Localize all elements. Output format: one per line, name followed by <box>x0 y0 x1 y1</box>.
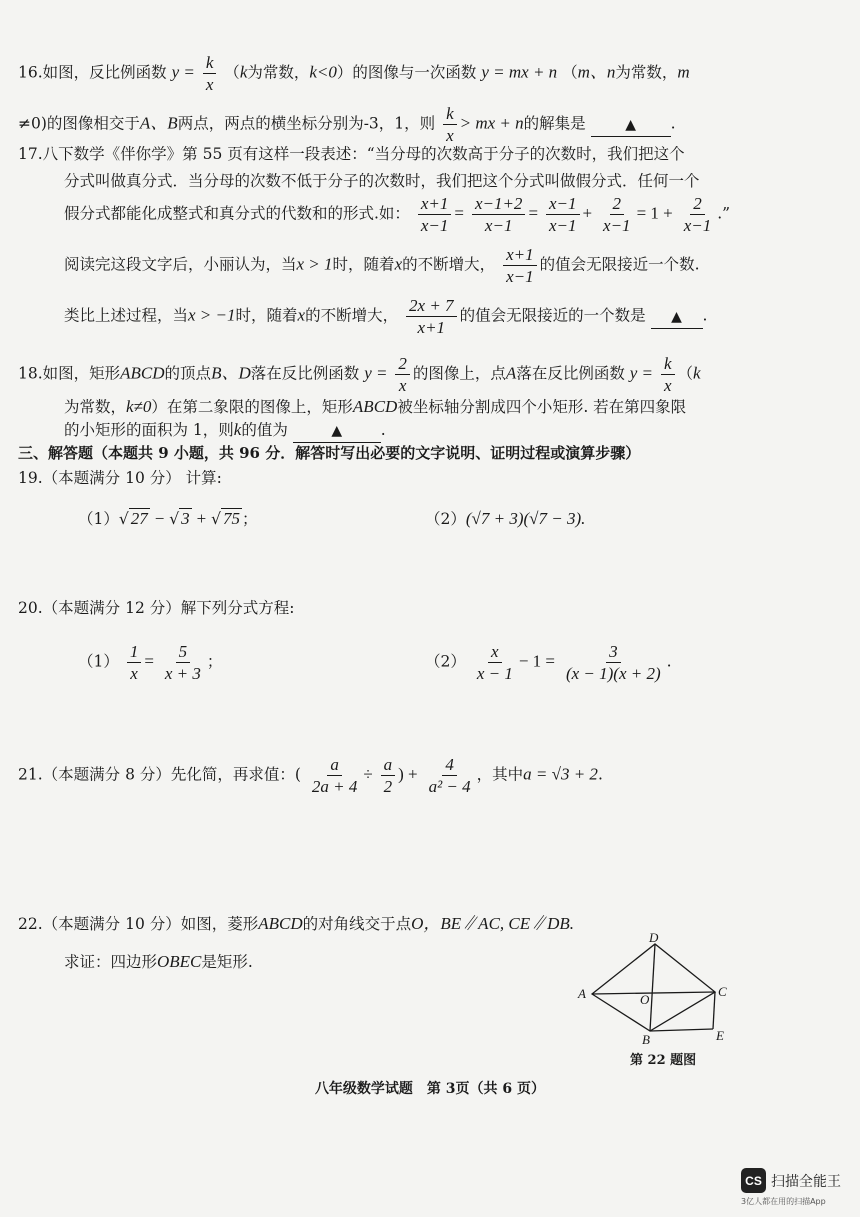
text: 为常数， <box>615 63 678 82</box>
triangle-icon: ▲ <box>331 423 343 439</box>
text: 的不断增大， <box>305 306 399 325</box>
paren: （ <box>562 63 578 82</box>
text: 求证：四边形 <box>64 953 158 971</box>
text: 的值会无限接近一个数. <box>539 255 700 274</box>
text: 的值为 <box>241 421 288 439</box>
op: − <box>154 509 165 528</box>
q18-line2 <box>64 396 686 418</box>
heading: 22.（本题满分 10 分）如图，菱形 <box>18 915 259 933</box>
den: x−1 <box>484 216 513 235</box>
paren: （ <box>224 63 240 82</box>
num: a <box>327 754 342 776</box>
num: x+1 <box>503 244 537 266</box>
den: x <box>446 126 454 145</box>
frac <box>600 193 634 236</box>
section-heading: 三、解答题（本题共 9 小题，共 96 分．解答时写出必要的文字说明、证明过程或演算步骤） <box>18 444 641 462</box>
text: 落在反比例函数 <box>250 364 360 383</box>
q20-heading: 20.（本题满分 12 分）解下列分式方程: <box>18 599 295 617</box>
frac <box>381 754 396 797</box>
label: （1） <box>78 510 119 528</box>
text: 落在反比例函数 <box>516 364 625 383</box>
label-d: D <box>649 932 659 945</box>
q19-part1 <box>78 508 258 530</box>
cond: x > −1 <box>188 305 236 325</box>
label: （2） <box>425 652 466 671</box>
op: ÷ <box>363 764 373 784</box>
x: x <box>394 254 403 274</box>
text: ）在第二象限的图像上，矩形 <box>151 398 353 416</box>
frac <box>681 193 715 236</box>
abcd: ABCD <box>258 914 303 933</box>
y: y = <box>629 363 654 383</box>
den: 2 <box>383 777 393 796</box>
den: x <box>205 75 214 94</box>
num: k <box>203 52 217 74</box>
label-c: C <box>718 984 727 999</box>
text: 为常数， <box>247 63 310 82</box>
num: a <box>381 754 396 776</box>
num: x <box>488 641 502 663</box>
rhombus-abcd <box>592 944 715 1031</box>
diagonal-bd <box>650 944 655 1031</box>
k: k <box>693 363 701 383</box>
paren: （ <box>677 364 694 383</box>
triangle-icon: ▲ <box>671 308 682 325</box>
semi: ； <box>241 510 258 528</box>
label-b: B <box>642 1032 650 1047</box>
den: a² − 4 <box>428 777 471 796</box>
radicand: 27 <box>130 509 148 528</box>
q20-part2 <box>425 641 672 684</box>
text: 两点，两点的横坐标分别为-3，1，则 <box>177 114 436 133</box>
segment-ce <box>713 992 715 1029</box>
frac <box>418 193 452 236</box>
page-footer: 八年级数学试题 第 3页（共 6 页） <box>314 1081 546 1097</box>
cs-tagline: 3亿人都在用的扫描App <box>741 1197 826 1206</box>
q16-line2 <box>18 103 676 146</box>
num: x−1 <box>546 193 580 215</box>
sqrt-icon: √ <box>118 510 129 528</box>
text: 的小矩形的面积为 1，则 <box>64 421 234 439</box>
num: 2 <box>395 353 410 375</box>
radicand: 3 <box>181 509 190 528</box>
text: 是矩形. <box>201 953 253 971</box>
num: x+1 <box>418 193 452 215</box>
den: x + 3 <box>164 664 201 683</box>
frac <box>474 641 516 684</box>
k: k <box>233 420 242 439</box>
cs-icon: CS <box>741 1168 766 1193</box>
camscanner-logo <box>741 1168 841 1193</box>
q17-line3 <box>64 193 730 236</box>
q17-line2: 分式叫做真分式．当分母的次数不低于分子的次数时，我们把这个分式叫做假分式．任何一个 <box>64 172 700 190</box>
text: ）的图像与一次函数 <box>336 63 477 82</box>
op: ) + <box>398 764 418 784</box>
label-a: A <box>578 986 586 1001</box>
frac <box>426 754 474 797</box>
plus: + <box>582 203 593 223</box>
num: 3 <box>606 641 621 663</box>
x: x <box>297 305 306 325</box>
op: + <box>196 509 207 528</box>
den: x−1 <box>548 216 577 235</box>
eq: = <box>144 651 154 671</box>
abcd: ABCD <box>120 363 165 383</box>
text: 的图像上，点 <box>412 364 506 383</box>
text: ≠0)的图像相交于 <box>18 114 140 133</box>
linear-fn: y = mx + n <box>481 62 558 82</box>
text: 的对角线交于点 <box>302 915 412 933</box>
text: 被坐标轴分割成四个小矩形. 若在第四象限 <box>397 398 687 416</box>
text: 18.如图，矩形 <box>18 364 121 383</box>
q19-heading: 19.（本题满分 10 分） 计算: <box>18 469 222 487</box>
frac <box>127 641 142 684</box>
heading: 21.（本题满分 8 分）先化简，再求值：( <box>18 765 301 784</box>
q22-line1 <box>18 913 574 935</box>
sqrt-icon: √ <box>169 510 180 528</box>
sqrt-icon: √ <box>211 510 221 528</box>
m: m <box>677 62 690 82</box>
value: a = √3 + 2 <box>523 764 598 784</box>
text: 的顶点 <box>164 364 212 383</box>
text: 的值会无限接近的一个数是 <box>459 306 646 325</box>
expr: (√7 + 3)(√7 − 3). <box>465 509 586 528</box>
q17-line1: 17.八下数学《伴你学》第 55 页有这样一段表述：“当分母的次数高于分子的次数时，我们把这个 <box>18 145 685 163</box>
num: 1 <box>127 641 142 663</box>
mn: m、n <box>577 62 616 82</box>
abcd: ABCD <box>352 397 398 416</box>
den: x+1 <box>417 318 446 337</box>
fraction-k-over-x <box>203 52 217 95</box>
op: − 1 = <box>518 651 556 671</box>
cs-name: 扫描全能王 <box>771 1173 841 1190</box>
frac <box>406 295 457 338</box>
text: 的解集是 <box>523 114 586 133</box>
frac <box>546 193 580 236</box>
segment-be <box>650 1029 713 1031</box>
frac <box>309 754 360 797</box>
q20-part1 <box>78 641 222 684</box>
period: . <box>380 421 386 439</box>
period: . <box>670 114 676 133</box>
text: 的不断增大， <box>402 255 496 274</box>
q19-part2 <box>425 508 585 530</box>
den: 2a + 4 <box>311 777 358 796</box>
frac <box>503 244 537 287</box>
answer-blank[interactable] <box>591 114 671 137</box>
frac <box>162 641 204 684</box>
k: k <box>239 62 248 82</box>
label: （2） <box>425 510 466 528</box>
text: 阅读完这段文字后，小丽认为，当 <box>64 255 297 274</box>
label-o: O <box>640 992 650 1007</box>
eq: = <box>528 203 539 223</box>
answer-blank[interactable] <box>293 420 381 443</box>
den: x−1 <box>603 216 631 235</box>
text: 类比上述过程，当 <box>64 306 189 325</box>
q18-line1 <box>18 353 701 396</box>
den: x−1 <box>683 216 712 235</box>
den: x − 1 <box>476 664 513 683</box>
q22-line2 <box>64 951 253 973</box>
num: 2 <box>610 193 625 215</box>
ineq: > mx + n <box>459 113 524 133</box>
text: O，BE∥AC, CE∥DB. <box>411 914 575 933</box>
y: y = <box>364 363 388 383</box>
den: x−1 <box>420 216 449 235</box>
num: k <box>443 103 457 125</box>
text: 时，随着 <box>332 255 395 274</box>
text: 假分式都能化成整式和真分式的代数和的形式.如： <box>64 204 410 223</box>
fraction-k-over-x <box>443 103 457 146</box>
num: 5 <box>176 641 191 663</box>
num: x−1+2 <box>472 193 526 215</box>
k-cond: k≠0 <box>126 397 152 416</box>
den: x <box>398 376 407 395</box>
q17-line4 <box>64 244 700 287</box>
num: 2 <box>690 193 705 215</box>
period: . <box>597 765 603 784</box>
text: 时，随着 <box>235 306 298 325</box>
k-cond: k<0 <box>309 62 337 82</box>
a: A <box>505 363 517 383</box>
label: （1） <box>78 652 119 671</box>
frac <box>563 641 664 684</box>
q17-line5 <box>64 295 707 338</box>
bd: B、D <box>211 363 251 383</box>
rhombus-figure <box>570 932 730 1047</box>
semi: ； <box>206 652 223 671</box>
den: x <box>130 664 138 683</box>
q21 <box>18 754 603 797</box>
cond: x > 1 <box>296 254 333 274</box>
text: ，其中 <box>476 765 524 784</box>
q16-text: 16.如图，反比例函数 <box>18 63 167 82</box>
num: k <box>661 353 675 375</box>
answer-blank[interactable] <box>651 306 703 329</box>
label-e: E <box>716 1028 724 1043</box>
text: 为常数， <box>64 398 127 416</box>
diagonal-ac <box>592 992 715 994</box>
den: x <box>663 376 672 395</box>
figure-caption: 第 22 题图 <box>630 1053 697 1068</box>
eq: = <box>454 203 464 223</box>
den: (x − 1)(x + 2) <box>565 664 661 683</box>
frac <box>472 193 526 236</box>
obec: OBEC <box>157 952 202 971</box>
q18-line3 <box>64 419 386 443</box>
radicand: 75 <box>222 509 240 528</box>
q16-line1 <box>18 52 690 95</box>
one-plus: = 1 + <box>636 203 673 223</box>
num: 4 <box>442 754 457 776</box>
period: . <box>702 306 708 325</box>
period: . <box>666 652 672 671</box>
triangle-icon: ▲ <box>625 116 636 133</box>
frac <box>395 353 410 396</box>
end: .” <box>717 204 731 223</box>
den: x−1 <box>506 267 534 286</box>
q16-y: y = <box>171 62 195 82</box>
num: 2x + 7 <box>406 295 457 317</box>
points: A、B <box>139 113 178 133</box>
frac <box>661 353 675 396</box>
